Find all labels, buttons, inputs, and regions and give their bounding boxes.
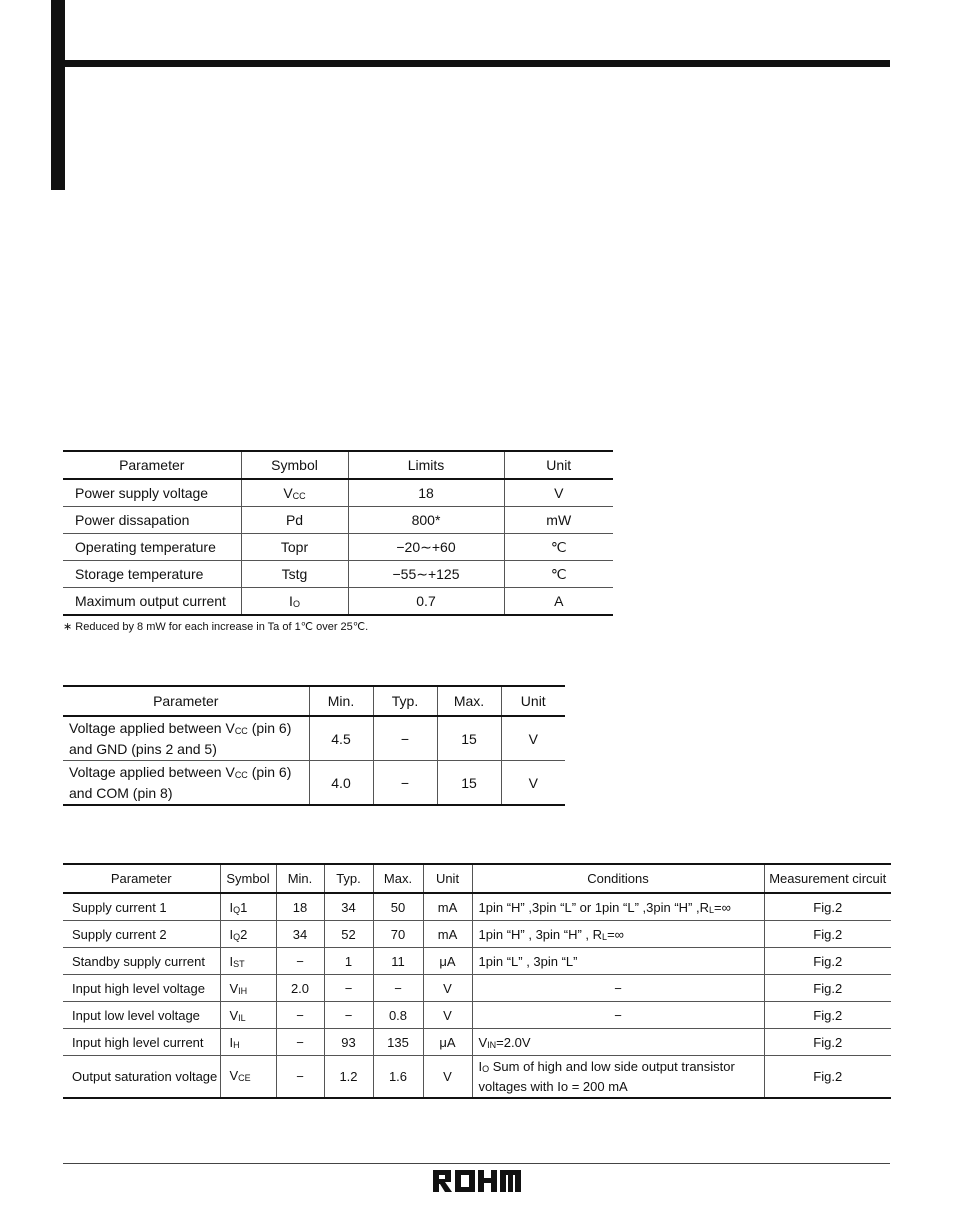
typ-cell: 93 — [324, 1029, 373, 1056]
limit-cell: 18 — [348, 479, 504, 507]
conditions-cell: 1pin “L” , 3pin “L” — [472, 948, 764, 975]
param-cell: Output saturation voltage — [63, 1056, 220, 1099]
typ-cell: 1.2 — [324, 1056, 373, 1099]
table-row — [63, 921, 891, 948]
table-row — [63, 1002, 891, 1029]
max-cell: 135 — [373, 1029, 423, 1056]
unit-cell: V — [501, 761, 565, 806]
symbol-cell: $V_{CE}$ — [220, 1056, 276, 1099]
header-limits: Limits — [348, 451, 504, 479]
header-min: Min. — [276, 864, 324, 893]
max-cell: 11 — [373, 948, 423, 975]
min-cell: 34 — [276, 921, 324, 948]
unit-cell: mA — [423, 893, 472, 921]
conditions-cell: 1pin “H” ,3pin “L” or 1pin “L” ,3pin “H” $,R_L=\infty$ — [472, 893, 764, 921]
max-cell: 50 — [373, 893, 423, 921]
table-header-row — [63, 451, 613, 479]
table-row — [63, 975, 891, 1002]
min-cell: − — [276, 1056, 324, 1099]
param-cell: Voltage applied between $V_{CC}$ (pin 6) and GND (pins 2 and 5) — [69, 720, 292, 757]
typ-cell: 52 — [324, 921, 373, 948]
symbol-cell: $V_{IL}$ — [220, 1002, 276, 1029]
unit-cell: mW — [504, 507, 613, 534]
unit-cell: A — [504, 588, 613, 616]
header-unit: Unit — [423, 864, 472, 893]
unit-cell: ℃ — [504, 534, 613, 561]
header-symbol: Symbol — [241, 451, 348, 479]
max-cell: 0.8 — [373, 1002, 423, 1029]
header-vertical-bar — [51, 0, 65, 190]
header-typ: Typ. — [373, 686, 437, 716]
circuit-cell: Fig.2 — [764, 1029, 891, 1056]
table-row — [63, 716, 565, 761]
table-row — [63, 534, 613, 561]
unit-cell: ℃ — [504, 561, 613, 588]
param-cell: Power dissapation — [63, 507, 241, 534]
header-min: Min. — [309, 686, 373, 716]
circuit-cell: Fig.2 — [764, 975, 891, 1002]
circuit-cell: Fig.2 — [764, 1056, 891, 1099]
electrical-characteristics-table — [63, 863, 891, 1099]
header-unit: Unit — [504, 451, 613, 479]
min-cell: 2.0 — [276, 975, 324, 1002]
param-cell: Input low level voltage — [63, 1002, 220, 1029]
min-cell: − — [276, 1002, 324, 1029]
max-cell: − — [373, 975, 423, 1002]
table-row — [63, 561, 613, 588]
header-parameter: Parameter — [63, 864, 220, 893]
limit-cell: −20∼+60 — [348, 534, 504, 561]
unit-cell: V — [504, 479, 613, 507]
symbol-cell: $I_{ST}$ — [220, 948, 276, 975]
table-row — [63, 479, 613, 507]
table-row — [63, 761, 565, 806]
typ-cell: − — [324, 1002, 373, 1029]
typ-cell: 34 — [324, 893, 373, 921]
header-horizontal-rule — [51, 60, 890, 67]
typ-cell: − — [324, 975, 373, 1002]
symbol-cell: $I_O$ — [241, 588, 348, 616]
conditions-cell: − — [472, 975, 764, 1002]
param-cell: Storage temperature — [63, 561, 241, 588]
table-row — [63, 893, 891, 921]
param-cell: Operating temperature — [63, 534, 241, 561]
header-max: Max. — [373, 864, 423, 893]
table-row — [63, 948, 891, 975]
max-cell: 15 — [437, 716, 501, 761]
conditions-cell: $V_{IN}=2.0V$ — [472, 1029, 764, 1056]
circuit-cell: Fig.2 — [764, 948, 891, 975]
table-row — [63, 1056, 891, 1099]
unit-cell: V — [423, 975, 472, 1002]
param-cell: Supply current 2 — [63, 921, 220, 948]
symbol-cell: $I_Q2$ — [220, 921, 276, 948]
header-conditions: Conditions — [472, 864, 764, 893]
conditions-cell: − — [472, 1002, 764, 1029]
symbol-cell: $I_Q1$ — [220, 893, 276, 921]
param-cell: Standby supply current — [63, 948, 220, 975]
symbol-cell: $V_{IH}$ — [220, 975, 276, 1002]
operating-conditions-table — [63, 685, 565, 806]
symbol-cell: $V_{CC}$ — [241, 479, 348, 507]
min-cell: 18 — [276, 893, 324, 921]
param-cell: Voltage applied between $V_{CC}$ (pin 6) and COM (pin 8) — [63, 761, 309, 806]
limit-cell: −55∼+125 — [348, 561, 504, 588]
table-row — [63, 1029, 891, 1056]
symbol-cell: Pd — [241, 507, 348, 534]
max-cell: 70 — [373, 921, 423, 948]
unit-cell: mA — [423, 921, 472, 948]
max-cell: 1.6 — [373, 1056, 423, 1099]
limit-cell: 0.7 — [348, 588, 504, 616]
unit-cell: μA — [423, 948, 472, 975]
footer-rule — [63, 1163, 890, 1164]
absolute-max-ratings-table — [63, 450, 613, 616]
symbol-cell: $I_H$ — [220, 1029, 276, 1056]
symbol-cell: Tstg — [241, 561, 348, 588]
min-cell: 4.5 — [309, 716, 373, 761]
max-cell: 15 — [437, 761, 501, 806]
footnote: ∗ Reduced by 8 mW for each increase in Ta of 1℃ over 25℃. — [63, 621, 369, 633]
conditions-cell: $I_O$ Sum of high and low side output transistor voltages with Io = 200 mA — [472, 1056, 764, 1099]
unit-cell: V — [501, 716, 565, 761]
table-header-row — [63, 686, 565, 716]
header-symbol: Symbol — [220, 864, 276, 893]
param-cell: Input high level current — [63, 1029, 220, 1056]
min-cell: − — [276, 1029, 324, 1056]
header-typ: Typ. — [324, 864, 373, 893]
limit-cell: 800* — [348, 507, 504, 534]
symbol-cell: Topr — [241, 534, 348, 561]
circuit-cell: Fig.2 — [764, 893, 891, 921]
rohm-logo — [431, 1168, 523, 1194]
param-cell: Power supply voltage — [75, 485, 209, 501]
header-unit: Unit — [501, 686, 565, 716]
table-row — [63, 588, 613, 616]
header-parameter: Parameter — [63, 686, 309, 716]
circuit-cell: Fig.2 — [764, 1002, 891, 1029]
header-max: Max. — [437, 686, 501, 716]
header-parameter: Parameter — [63, 451, 241, 479]
typ-cell: 1 — [324, 948, 373, 975]
table-header-row — [63, 864, 891, 893]
unit-cell: V — [423, 1002, 472, 1029]
table-row — [63, 507, 613, 534]
typ-cell: − — [373, 716, 437, 761]
min-cell: − — [276, 948, 324, 975]
circuit-cell: Fig.2 — [764, 921, 891, 948]
conditions-cell: 1pin “H” , 3pin “H” , $R_L=\infty$ — [472, 921, 764, 948]
param-cell: Maximum output current — [63, 588, 241, 616]
unit-cell: μA — [423, 1029, 472, 1056]
typ-cell: − — [373, 761, 437, 806]
min-cell: 4.0 — [309, 761, 373, 806]
header-measurement-circuit: Measurement circuit — [764, 864, 891, 893]
unit-cell: V — [423, 1056, 472, 1099]
param-cell: Supply current 1 — [72, 899, 167, 915]
param-cell: Input high level voltage — [63, 975, 220, 1002]
